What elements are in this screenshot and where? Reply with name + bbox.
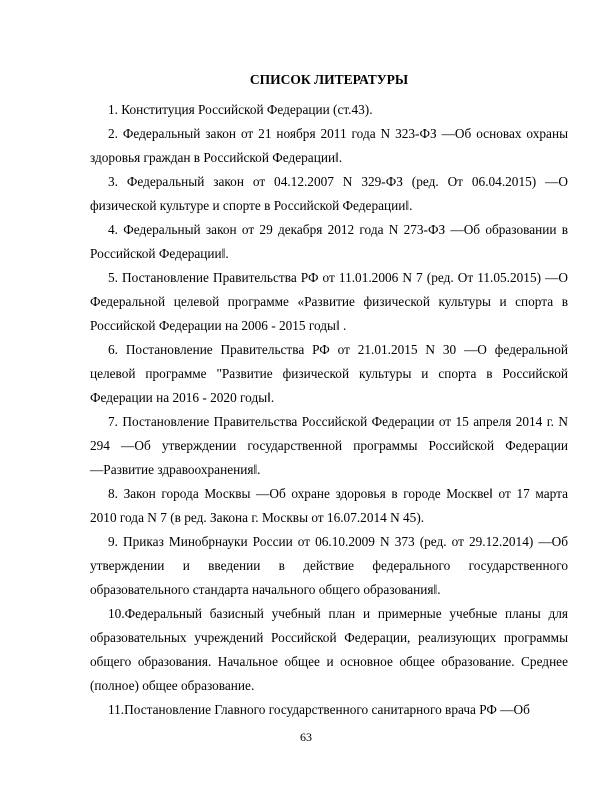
bibliography-entry-8: 8. Закон города Москвы ―Об охране здоровья в городе Москве‖ от 17 марта 2010 года N 7 (в ред. Закона г. Москвы от 16.07.2014 N 45).: [90, 486, 568, 525]
bibliography-entry-5: 5. Постановление Правительства РФ от 11.01.2006 N 7 (ред. От 11.05.2015) ―О Федеральной целевой программе «Развитие физической культуры и спорта в Российской Федерации на 2006 - 2015 годы‖ .: [90, 270, 568, 333]
bibliography-entry-9: 9. Приказ Минобрнауки России от 06.10.2009 N 373 (ред. от 29.12.2014) ―Об утверждении и введении в действие федерального государственного образовательного стандарта начального общего образования‖.: [90, 534, 568, 597]
bibliography-entry-10: 10.Федеральный базисный учебный план и примерные учебные планы для образовательных учреждений Российской Федерации, реализующих программы общего образования. Начальное общее и основное общее образование. Среднее (полное) общее образование.: [90, 606, 568, 693]
page-title: СПИСОК ЛИТЕРАТУРЫ: [249, 72, 409, 87]
document-page: [90, 72, 568, 722]
bibliography-entry-1: 1. Конституция Российской Федерации (ст.43).: [108, 102, 373, 117]
bibliography-entry-6: 6. Постановление Правительства РФ от 21.01.2015 N 30 ―О федеральной целевой программе "Развитие физической культуры и спорта в Российской Федерации на 2016 - 2020 годы‖.: [90, 342, 568, 405]
bibliography-entry-4: 4. Федеральный закон от 29 декабря 2012 года N 273-ФЗ ―Об образовании в Российской Федерации‖.: [90, 222, 568, 261]
bibliography-entry-2: 2. Федеральный закон от 21 ноября 2011 года N 323-ФЗ ―Об основах охраны здоровья граждан в Российской Федерации‖.: [90, 126, 568, 165]
bibliography-entry-11: 11.Постановление Главного государственного санитарного врача РФ ―Об: [108, 702, 530, 717]
page-number: 63: [300, 730, 312, 744]
bibliography-entry-7: 7. Постановление Правительства Российской Федерации от 15 апреля 2014 г. N 294 ―Об утверждении государственной программы Российской Федерации ―Развитие здравоохранения‖.: [90, 414, 568, 477]
bibliography-entry-3: 3. Федеральный закон от 04.12.2007 N 329-ФЗ (ред. От 06.04.2015) ―О физической культуре и спорте в Российской Федерации‖.: [90, 174, 568, 213]
